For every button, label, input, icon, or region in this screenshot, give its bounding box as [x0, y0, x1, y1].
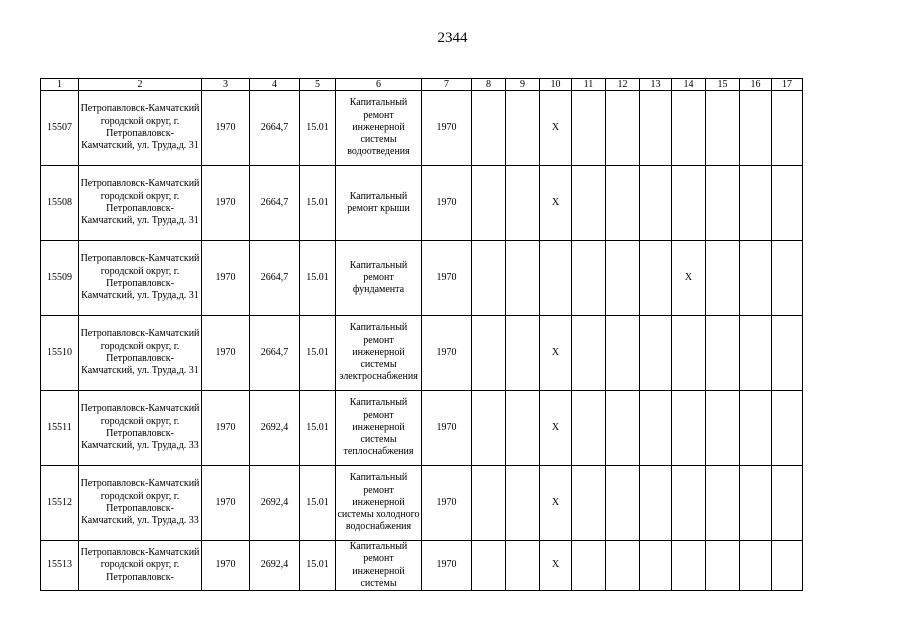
page-number: 2344	[437, 30, 468, 46]
column-header: 6	[336, 79, 422, 91]
mark-cell: X	[540, 91, 572, 166]
empty-cell	[772, 166, 803, 241]
empty-cell	[640, 391, 672, 466]
empty-cell	[472, 541, 506, 591]
work-type-cell: Капитальный ремонт инженерной системы электроснабжения	[336, 316, 422, 391]
mark-cell: X	[540, 316, 572, 391]
empty-cell	[740, 466, 772, 541]
empty-cell	[706, 391, 740, 466]
column-header: 10	[540, 79, 572, 91]
empty-cell	[606, 541, 640, 591]
row-id: 15507	[41, 91, 79, 166]
code-cell: 15.01	[300, 241, 336, 316]
empty-cell	[540, 241, 572, 316]
mark-cell: X	[672, 241, 706, 316]
mark-cell: X	[540, 391, 572, 466]
address-cell: Петропавловск-Камчатский городской округ, г. Петропавловск-Камчатский, ул. Труда,д. 31	[79, 316, 202, 391]
empty-cell	[672, 391, 706, 466]
empty-cell	[506, 391, 540, 466]
column-header: 2	[79, 79, 202, 91]
empty-cell	[506, 466, 540, 541]
column-header: 11	[572, 79, 606, 91]
column-header: 15	[706, 79, 740, 91]
empty-cell	[640, 166, 672, 241]
empty-cell	[740, 541, 772, 591]
area-cell: 2692,4	[250, 466, 300, 541]
work-type-cell: Капитальный ремонт крыши	[336, 166, 422, 241]
empty-cell	[772, 391, 803, 466]
row-id: 15509	[41, 241, 79, 316]
year-built-cell: 1970	[202, 316, 250, 391]
work-type-cell: Капитальный ремонт инженерной системы водоотведения	[336, 91, 422, 166]
column-header: 9	[506, 79, 540, 91]
year-built-cell: 1970	[202, 541, 250, 591]
empty-cell	[672, 316, 706, 391]
column-header: 17	[772, 79, 803, 91]
column-header: 8	[472, 79, 506, 91]
mark-cell: X	[540, 541, 572, 591]
empty-cell	[772, 241, 803, 316]
empty-cell	[472, 91, 506, 166]
year-built-cell: 1970	[202, 166, 250, 241]
area-cell: 2692,4	[250, 391, 300, 466]
empty-cell	[740, 391, 772, 466]
empty-cell	[772, 541, 803, 591]
empty-cell	[572, 241, 606, 316]
work-type-cell: Капитальный ремонт инженерной системы	[336, 541, 422, 591]
empty-cell	[572, 466, 606, 541]
empty-cell	[606, 391, 640, 466]
empty-cell	[672, 91, 706, 166]
empty-cell	[672, 541, 706, 591]
year-cell: 1970	[422, 316, 472, 391]
row-id: 15511	[41, 391, 79, 466]
empty-cell	[772, 316, 803, 391]
work-type-cell: Капитальный ремонт инженерной системы теплоснабжения	[336, 391, 422, 466]
area-cell: 2664,7	[250, 166, 300, 241]
address-cell: Петропавловск-Камчатский городской округ, г. Петропавловск-Камчатский, ул. Труда,д. 31	[79, 91, 202, 166]
address-cell: Петропавловск-Камчатский городской округ, г. Петропавловск-Камчатский, ул. Труда,д. 31	[79, 241, 202, 316]
empty-cell	[606, 166, 640, 241]
empty-cell	[572, 391, 606, 466]
empty-cell	[506, 91, 540, 166]
empty-cell	[572, 91, 606, 166]
row-id: 15508	[41, 166, 79, 241]
work-type-cell: Капитальный ремонт инженерной системы холодного водоснабжения	[336, 466, 422, 541]
empty-cell	[640, 91, 672, 166]
column-header: 1	[41, 79, 79, 91]
area-cell: 2664,7	[250, 316, 300, 391]
row-id: 15513	[41, 541, 79, 591]
empty-cell	[740, 241, 772, 316]
column-header: 5	[300, 79, 336, 91]
mark-cell: X	[540, 466, 572, 541]
area-cell: 2664,7	[250, 241, 300, 316]
column-header: 13	[640, 79, 672, 91]
empty-cell	[772, 91, 803, 166]
column-header: 14	[672, 79, 706, 91]
empty-cell	[472, 166, 506, 241]
year-built-cell: 1970	[202, 241, 250, 316]
year-cell: 1970	[422, 166, 472, 241]
code-cell: 15.01	[300, 466, 336, 541]
table-row	[41, 91, 803, 166]
code-cell: 15.01	[300, 316, 336, 391]
empty-cell	[706, 91, 740, 166]
empty-cell	[740, 91, 772, 166]
table-row	[41, 241, 803, 316]
empty-cell	[606, 466, 640, 541]
empty-cell	[606, 316, 640, 391]
repair-registry-table	[40, 78, 803, 591]
column-header: 7	[422, 79, 472, 91]
row-id: 15512	[41, 466, 79, 541]
table-row	[41, 316, 803, 391]
empty-cell	[672, 466, 706, 541]
empty-cell	[472, 241, 506, 316]
address-cell: Петропавловск-Камчатский городской округ, г. Петропавловск-Камчатский, ул. Труда,д. 33	[79, 391, 202, 466]
empty-cell	[572, 316, 606, 391]
empty-cell	[572, 541, 606, 591]
row-id: 15510	[41, 316, 79, 391]
empty-cell	[640, 541, 672, 591]
code-cell: 15.01	[300, 541, 336, 591]
empty-cell	[740, 166, 772, 241]
code-cell: 15.01	[300, 391, 336, 466]
year-built-cell: 1970	[202, 91, 250, 166]
year-cell: 1970	[422, 391, 472, 466]
year-cell: 1970	[422, 541, 472, 591]
work-type-cell: Капитальный ремонт фундамента	[336, 241, 422, 316]
table-row	[41, 466, 803, 541]
year-built-cell: 1970	[202, 391, 250, 466]
empty-cell	[606, 91, 640, 166]
column-header: 16	[740, 79, 772, 91]
empty-cell	[640, 466, 672, 541]
address-cell: Петропавловск-Камчатский городской округ, г. Петропавловск-Камчатский, ул. Труда,д. 33	[79, 466, 202, 541]
empty-cell	[506, 166, 540, 241]
column-header: 12	[606, 79, 640, 91]
empty-cell	[472, 391, 506, 466]
column-header: 4	[250, 79, 300, 91]
column-header: 3	[202, 79, 250, 91]
code-cell: 15.01	[300, 91, 336, 166]
empty-cell	[706, 166, 740, 241]
empty-cell	[606, 241, 640, 316]
empty-cell	[706, 316, 740, 391]
empty-cell	[706, 466, 740, 541]
empty-cell	[472, 316, 506, 391]
empty-cell	[506, 241, 540, 316]
area-cell: 2664,7	[250, 91, 300, 166]
empty-cell	[740, 316, 772, 391]
year-cell: 1970	[422, 91, 472, 166]
mark-cell: X	[540, 166, 572, 241]
empty-cell	[506, 316, 540, 391]
table-row	[41, 541, 803, 591]
column-number-row	[41, 79, 803, 91]
empty-cell	[640, 241, 672, 316]
empty-cell	[572, 166, 606, 241]
table-row	[41, 391, 803, 466]
year-cell: 1970	[422, 466, 472, 541]
year-cell: 1970	[422, 241, 472, 316]
empty-cell	[506, 541, 540, 591]
code-cell: 15.01	[300, 166, 336, 241]
empty-cell	[706, 241, 740, 316]
empty-cell	[672, 166, 706, 241]
table-row	[41, 166, 803, 241]
empty-cell	[772, 466, 803, 541]
address-cell: Петропавловск-Камчатский городской округ, г. Петропавловск-Камчатский, ул. Труда,д. 31	[79, 166, 202, 241]
empty-cell	[472, 466, 506, 541]
area-cell: 2692,4	[250, 541, 300, 591]
empty-cell	[640, 316, 672, 391]
address-cell: Петропавловск-Камчатский городской округ, г. Петропавловск-	[79, 541, 202, 591]
year-built-cell: 1970	[202, 466, 250, 541]
empty-cell	[706, 541, 740, 591]
